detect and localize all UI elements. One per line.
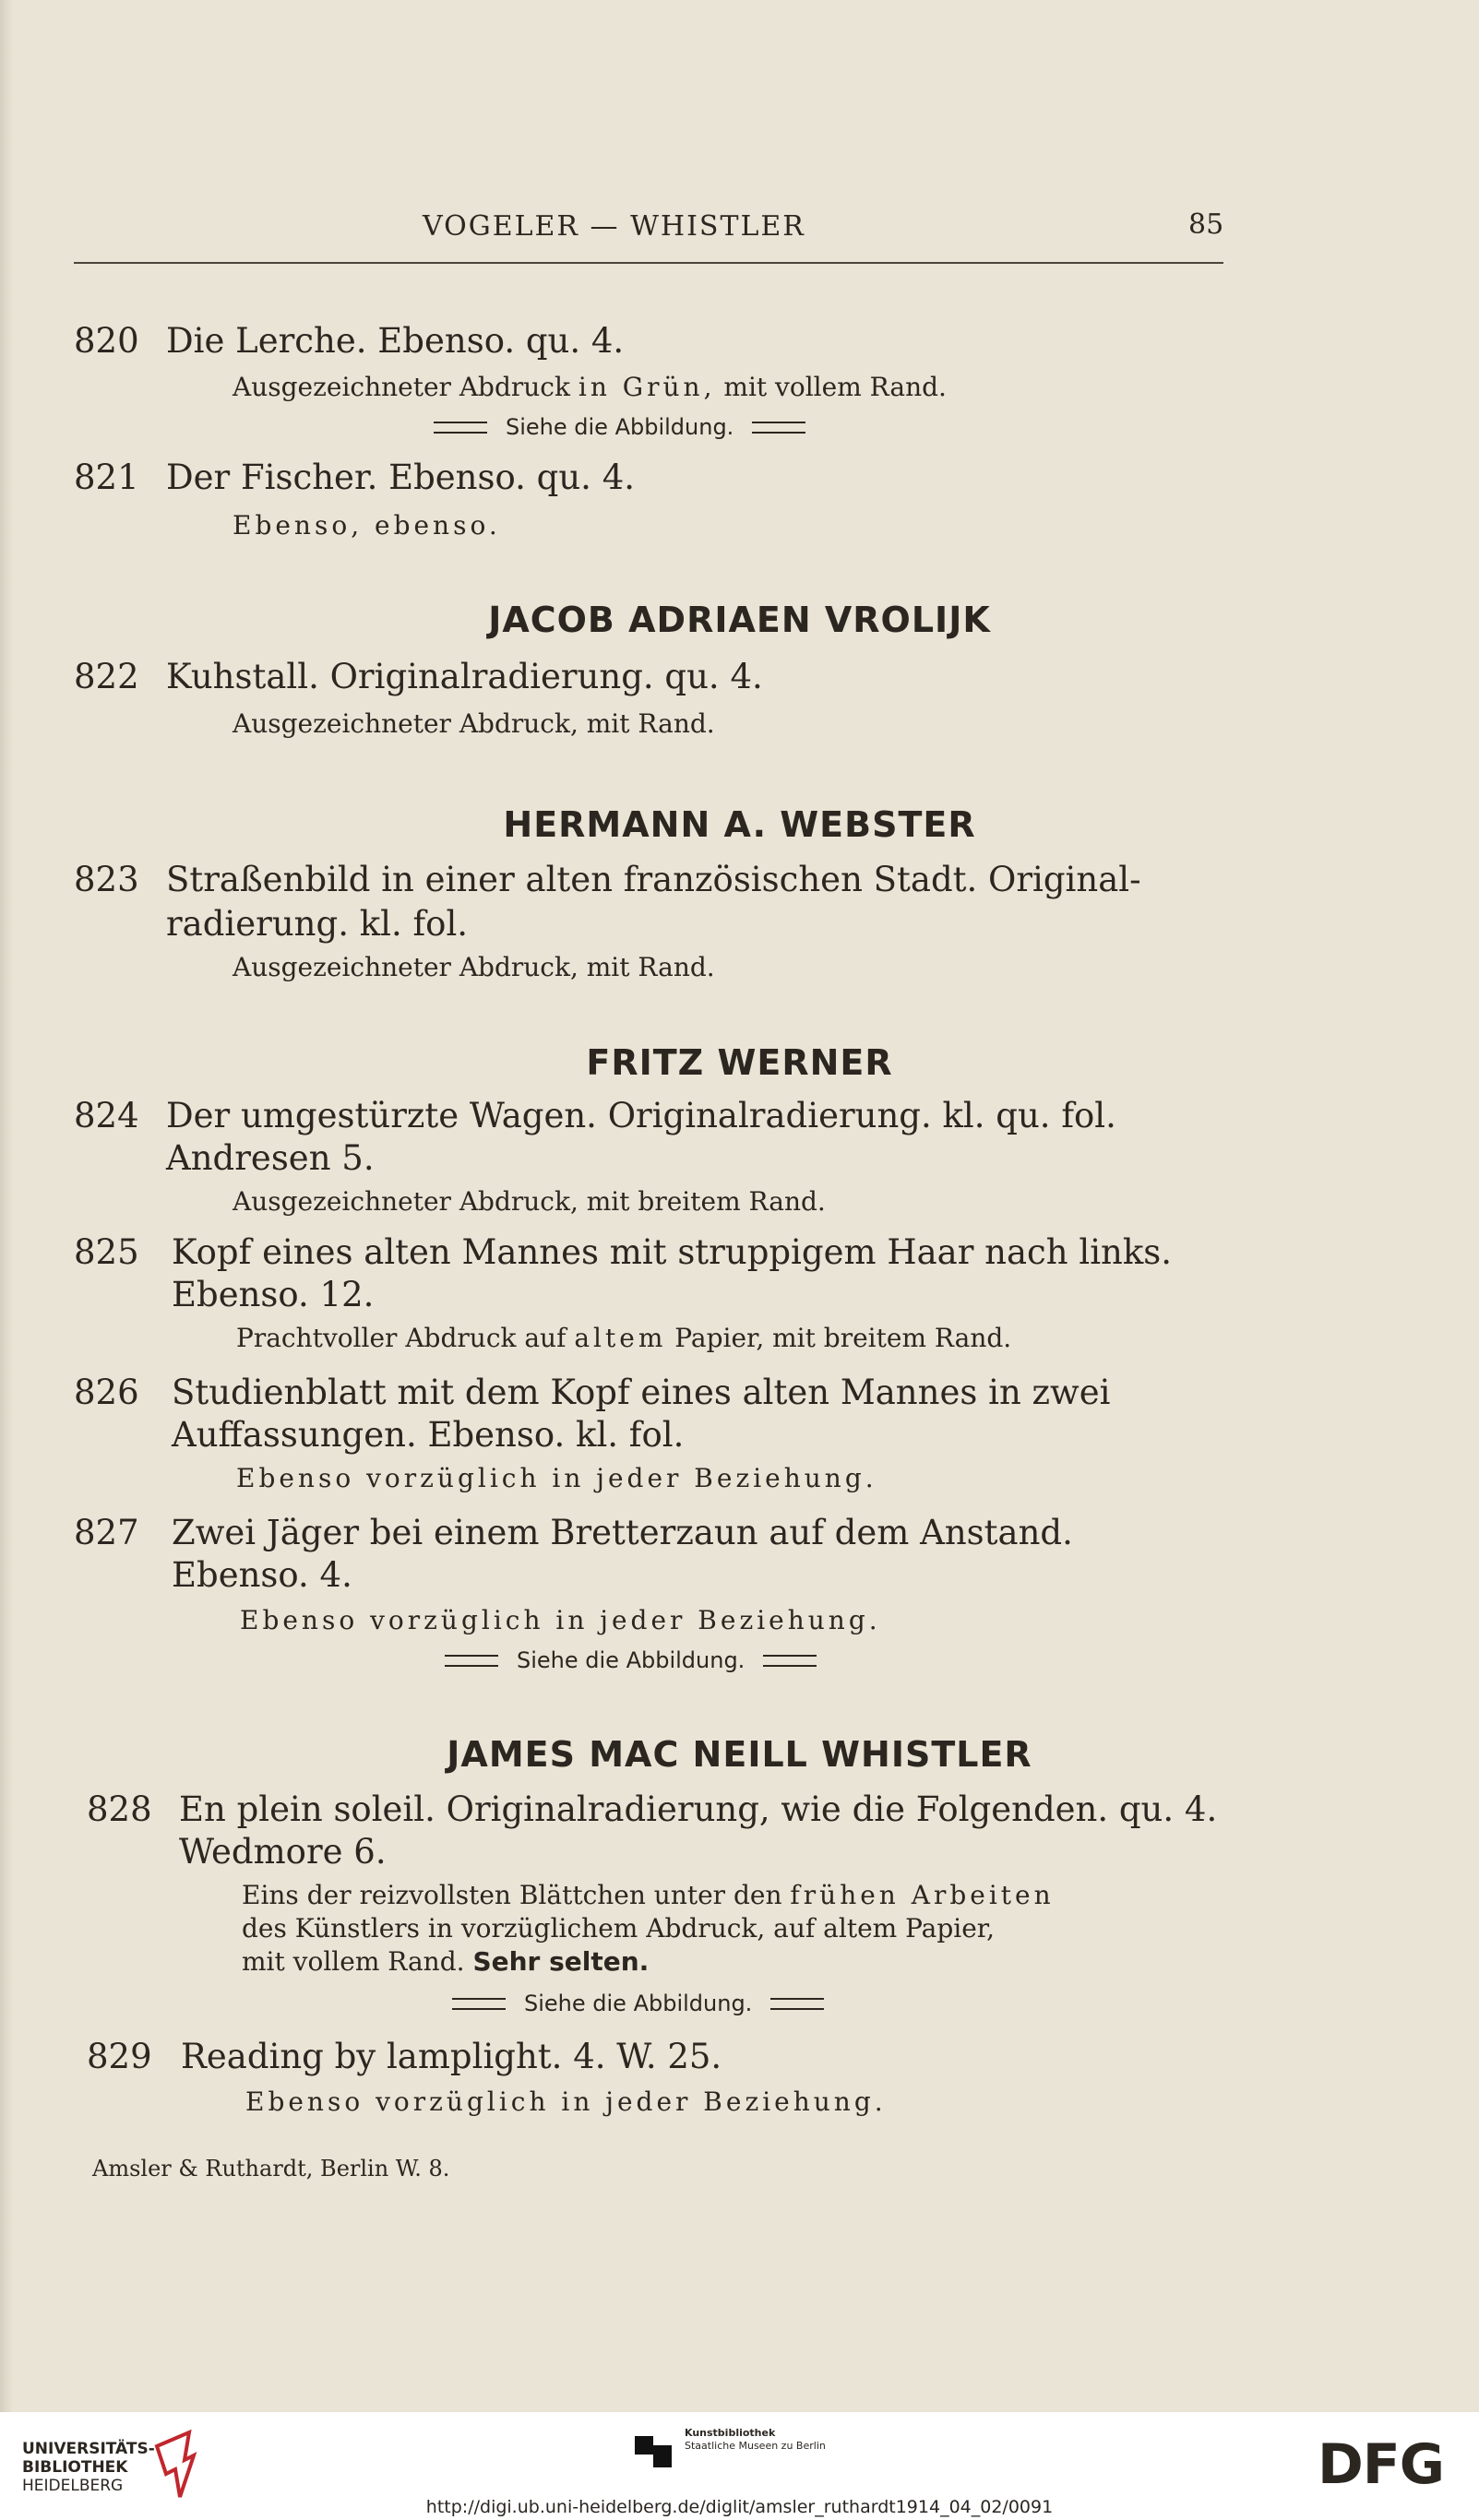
note-text: des Künstlers in vorzüglichem Abdruck, auf altem Papier, [242,1913,996,1943]
note-text: Ebenso vorzüglich in jeder Beziehung. [236,1463,877,1493]
artist-heading-whistler: JAMES MAC NEILL WHISTLER [447,1734,1032,1775]
entry-title: Die Lerche. Ebenso. qu. 4. [166,321,625,361]
note-text: mit vollem Rand. [723,372,947,402]
double-rule-right [763,1655,817,1667]
kunstbibliothek-logo-icon[interactable] [633,2429,674,2469]
ub-heidelberg-label[interactable]: UNIVERSITÄTS- BIBLIOTHEK HEIDELBERG [22,2440,155,2495]
entry-title-line2: radierung. kl. fol. [166,904,469,944]
artist-heading-vrolijk: JACOB ADRIAEN VROLIJK [488,600,991,640]
entry-number: 829 [87,2037,152,2076]
entry-number: 826 [74,1373,139,1412]
entry-title-line1: Kopf eines alten Mannes mit struppigem Haar nach links. [172,1232,1173,1272]
double-rule-right [752,422,805,434]
entry-title-line2: Auffassungen. Ebenso. kl. fol. [172,1415,685,1455]
note-text: Ebenso, ebenso. [233,510,501,541]
double-rule-left [452,1998,506,2010]
note-bold-text: Sehr selten. [472,1946,650,1977]
binding-gutter [0,0,13,2412]
entry-title: Kuhstall. Originalradierung. qu. 4. [166,657,763,696]
entry-title-line1: Der umgestürzte Wagen. Originalradierung. kl. qu. fol. [166,1096,1116,1135]
see-illustration-828 [452,1991,824,2016]
double-rule-left [445,1655,498,1667]
entry-number: 825 [74,1232,139,1272]
see-illustration-827 [445,1647,817,1673]
entry-number: 822 [74,657,139,696]
entry-number: 823 [74,860,139,899]
see-illustration-820 [434,414,805,440]
header-rule [74,262,1223,264]
entry-number: 821 [74,458,139,497]
entry-title-line2: Wedmore 6. [179,1832,387,1872]
see-illustration-label: Siehe die Abbildung. [524,1991,753,2016]
note-text: Eins der reizvollsten Blättchen unter den [242,1880,782,1910]
entry-title-line2: Ebenso. 12. [172,1275,375,1314]
entry-number: 824 [74,1096,139,1135]
page-number: 85 [1188,208,1224,241]
double-rule-right [770,1998,824,2010]
entry-number: 820 [74,321,139,361]
entry-number: 827 [74,1513,139,1552]
kunstbibliothek-label[interactable]: Kunstbibliothek Staatliche Museen zu Berlin [685,2427,826,2452]
entry-title-line2: Andresen 5. [166,1138,375,1178]
entry-title: Reading by lamplight. 4. W. 25. [181,2037,722,2076]
note-spaced-text: in Grün, [578,372,716,402]
entry-title-line1: Straßenbild in einer alten französischen Stadt. Original- [166,860,1141,899]
see-illustration-label: Siehe die Abbildung. [506,414,734,440]
artist-heading-werner: FRITZ WERNER [586,1042,893,1083]
artist-heading-webster: HERMANN A. WEBSTER [503,804,976,845]
note-text: Ausgezeichneter Abdruck, mit Rand. [233,708,715,739]
entry-title: Der Fischer. Ebenso. qu. 4. [166,458,635,497]
note-text: Papier, mit breitem Rand. [674,1323,1012,1353]
viewer-footer [0,2412,1479,2520]
entry-title-line2: Ebenso. 4. [172,1555,352,1595]
note-text: Ebenso vorzüglich in jeder Beziehung. [245,2086,887,2117]
see-illustration-label: Siehe die Abbildung. [517,1647,745,1673]
note-spaced-text: frühen Arbeiten [790,1880,1055,1910]
entry-number: 828 [87,1789,152,1829]
entry-title-line1: Studienblatt mit dem Kopf eines alten Mannes in zwei [172,1373,1111,1412]
note-spaced-text: altem [574,1323,667,1353]
ub-logo-icon[interactable] [148,2423,203,2506]
note-text: mit vollem Rand. [242,1946,465,1977]
permalink-url[interactable]: http://digi.ub.uni-heidelberg.de/diglit/amsler_ruthardt1914_04_02/0091 [425,2497,1054,2517]
publisher-imprint: Amsler & Ruthardt, Berlin W. 8. [92,2156,450,2181]
note-text: Prachtvoller Abdruck auf [236,1323,567,1353]
dfg-logo[interactable]: DFG [1318,2432,1445,2497]
entry-title-line1: En plein soleil. Originalradierung, wie die Folgenden. qu. 4. [179,1789,1218,1829]
note-text: Ausgezeichneter Abdruck [233,372,570,402]
note-text: Ausgezeichneter Abdruck, mit breitem Rand. [233,1186,826,1217]
running-title: VOGELER — WHISTLER [423,210,805,243]
double-rule-left [434,422,487,434]
entry-title-line1: Zwei Jäger bei einem Bretterzaun auf dem Anstand. [172,1513,1073,1552]
note-text: Ebenso vorzüglich in jeder Beziehung. [240,1605,881,1635]
note-text: Ausgezeichneter Abdruck, mit Rand. [233,952,715,982]
